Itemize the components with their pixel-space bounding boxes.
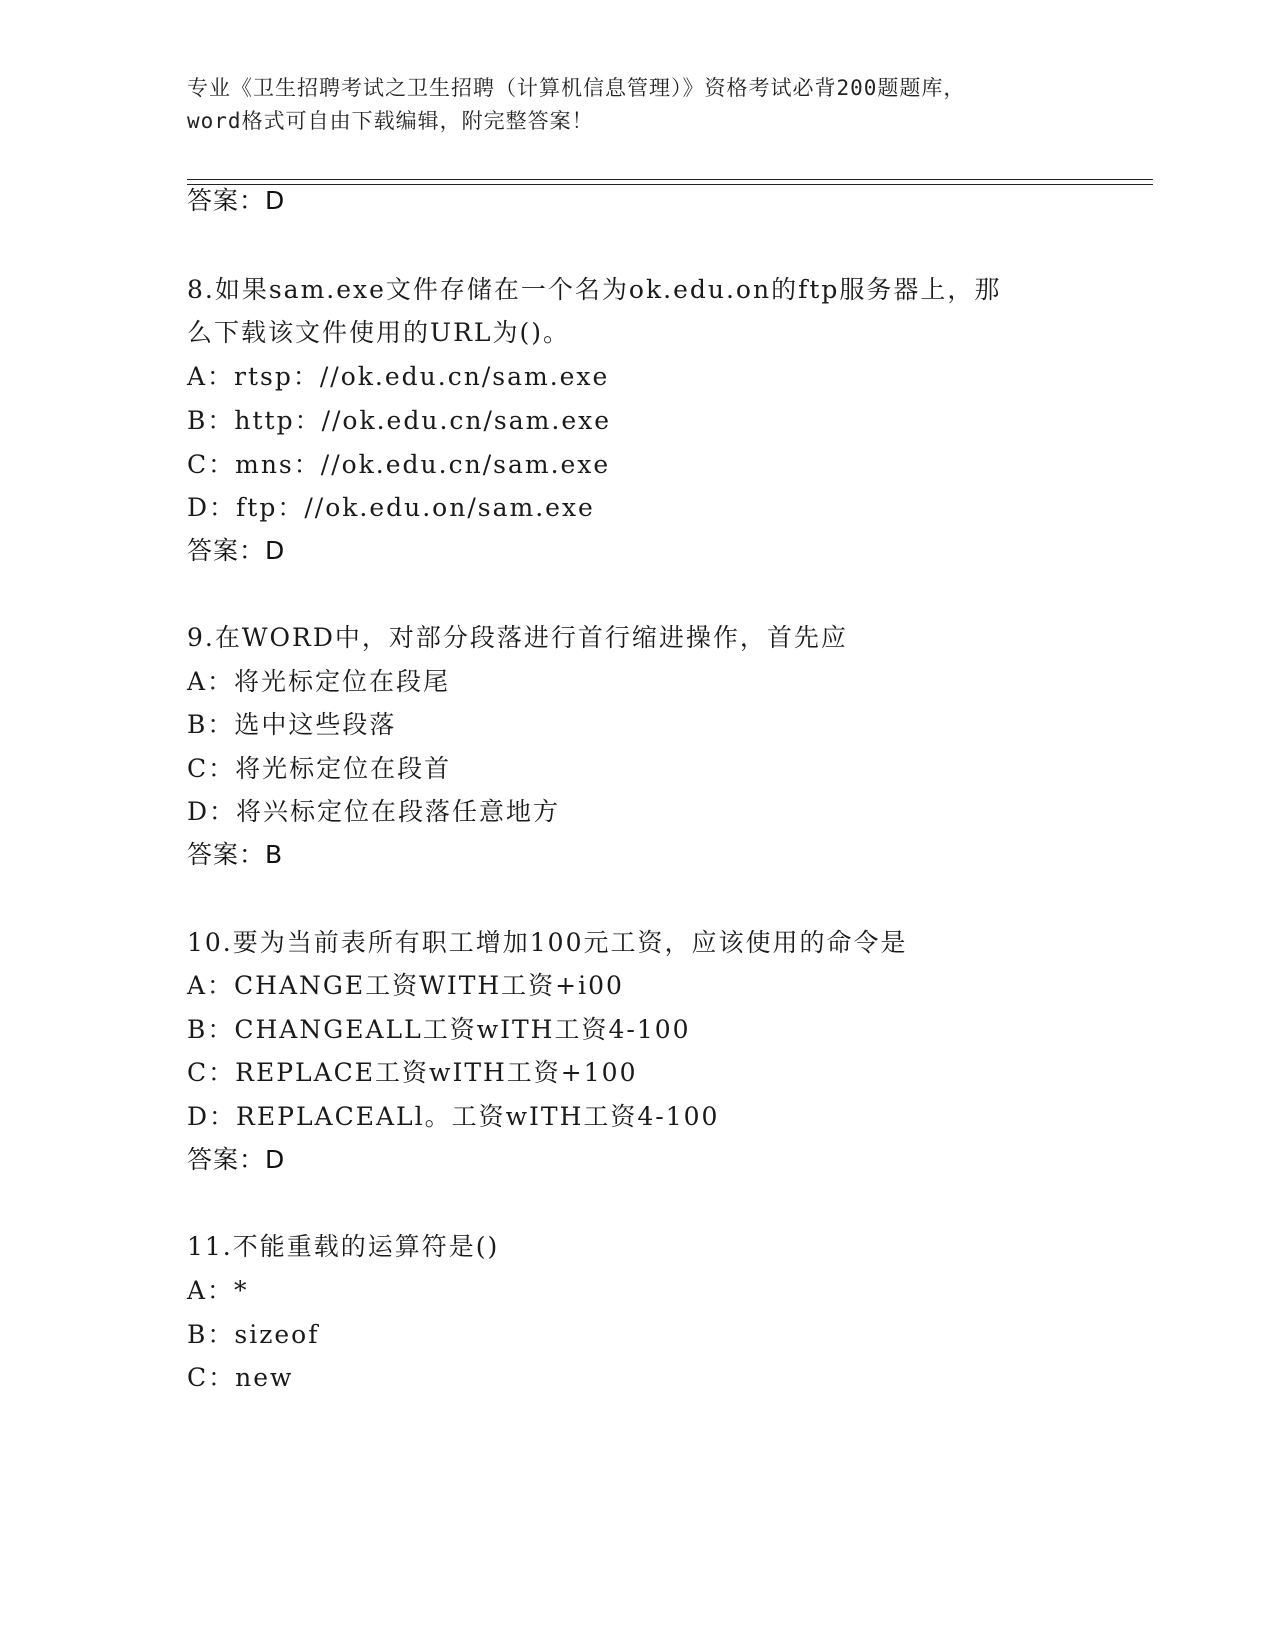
question-8-option-a: A：rtsp：//ok.edu.cn/sam.exe: [187, 362, 610, 391]
question-8-option-c: C：mns：//ok.edu.cn/sam.exe: [187, 450, 611, 479]
question-10-answer: 答案：D: [187, 1145, 286, 1174]
question-8-answer: 答案：D: [187, 536, 286, 565]
question-9-option-c: C：将光标定位在段首: [187, 754, 452, 783]
document-header: [187, 72, 1087, 138]
header-title-line1: 专业《卫生招聘考试之卫生招聘（计算机信息管理）》资格考试必背200题题库，: [187, 76, 966, 100]
question-8-stem-line1: 8.如果sam.exe文件存储在一个名为ok.edu.on的ftp服务器上，那: [187, 275, 1002, 304]
question-10-stem: 10.要为当前表所有职工增加100元工资，应该使用的命令是: [187, 928, 908, 957]
question-10-option-d: D：REPLACEALl。工资wITH工资4-100: [187, 1102, 720, 1131]
question-8-option-b: B：http：//ok.edu.cn/sam.exe: [187, 406, 612, 435]
header-divider-bottom: [187, 184, 1153, 185]
question-11-option-b: B：sizeof: [187, 1320, 320, 1349]
question-10-option-c: C：REPLACE工资wITH工资+100: [187, 1058, 638, 1087]
question-9-answer: 答案：B: [187, 840, 284, 869]
question-11-option-a: A：*: [187, 1276, 249, 1305]
question-9-stem: 9.在WORD中，对部分段落进行首行缩进操作，首先应: [187, 623, 848, 652]
question-9-option-a: A：将光标定位在段尾: [187, 667, 451, 696]
question-10-option-a: A：CHANGE工资WITH工资+i00: [187, 971, 624, 1000]
question-11-stem: 11.不能重载的运算符是(): [187, 1232, 500, 1261]
question-9-option-d: D：将兴标定位在段落任意地方: [187, 797, 561, 826]
question-8-stem-line2: 么下载该文件使用的URL为()。: [187, 318, 571, 347]
header-divider-top: [187, 179, 1153, 180]
question-11-option-c: C：new: [187, 1363, 294, 1392]
previous-question-answer: 答案：D: [187, 186, 286, 215]
header-title-line2: word格式可自由下载编辑，附完整答案！: [187, 109, 594, 133]
question-9-option-b: B：选中这些段落: [187, 710, 397, 739]
question-8-option-d: D：ftp：//ok.edu.on/sam.exe: [187, 493, 595, 522]
question-10-option-b: B：CHANGEALL工资wITH工资4-100: [187, 1015, 691, 1044]
